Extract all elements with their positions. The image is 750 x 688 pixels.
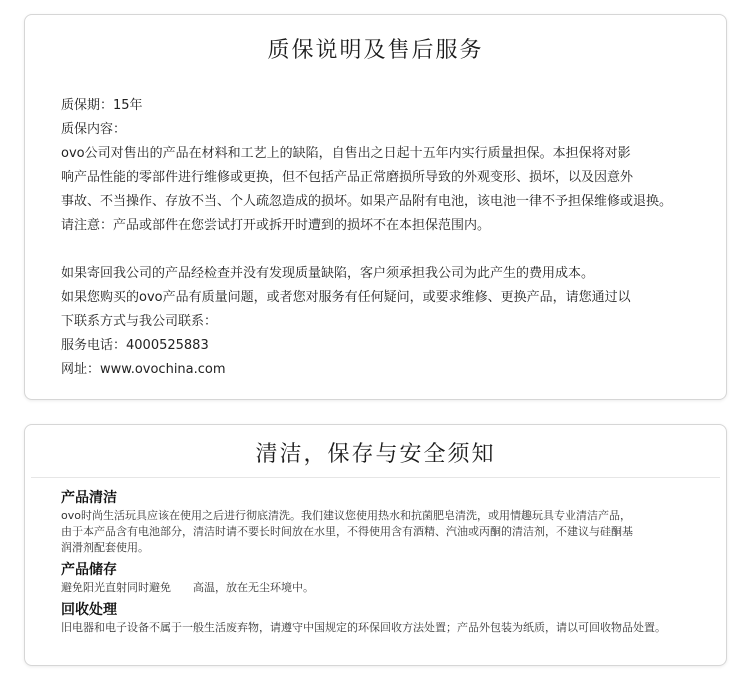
warranty-text-line: 如果您购买的ovo产品有质量问题，或者您对服务有任何疑问，或要求维修、更换产品，请您通过以 — [61, 290, 631, 305]
warranty-text-line: 如果寄回我公司的产品经检查并没有发现质量缺陷，客户须承担我公司为此产生的费用成本。 — [61, 266, 595, 281]
warranty-text-line: ovo公司对售出的产品在材料和工艺上的缺陷，自售出之日起十五年内实行质量担保。本担保将对影 — [61, 146, 631, 161]
section-heading-storage: 产品储存 — [61, 562, 117, 578]
care-panel — [24, 424, 727, 666]
service-phone: 服务电话：4000525883 — [61, 338, 209, 353]
warranty-text-line: 下联系方式与我公司联系： — [61, 314, 218, 329]
website: 网址：www.ovochina.com — [61, 362, 226, 377]
storage-text-line: 避免阳光直射同时避免 高温，放在无尘环境中。 — [61, 581, 314, 594]
recycling-text-line: 旧电器和电子设备不属于一般生活废弃物，请遵守中国规定的环保回收方法处置；产品外包装为纸质，请以可回收物品处置。 — [61, 621, 666, 634]
cleaning-text-line: 润滑剂配套使用。 — [61, 541, 149, 554]
warranty-title: 质保说明及售后服务 — [267, 38, 484, 63]
section-heading-cleaning: 产品清洁 — [61, 490, 117, 506]
warranty-period: 质保期：15年 — [61, 98, 143, 113]
divider — [31, 477, 720, 478]
warranty-content-label: 质保内容： — [61, 122, 127, 137]
spacer — [61, 238, 712, 262]
care-body — [25, 488, 726, 636]
warranty-text-line: 响产品性能的零部件进行维修或更换，但不包括产品正常磨损所导致的外观变形、损坏，以及因意外 — [61, 170, 634, 185]
cleaning-text-line: ovo时尚生活玩具应该在使用之后进行彻底清洗。我们建议您使用热水和抗菌肥皂清洗，或用情趣玩具专业清洁产品， — [61, 509, 631, 522]
warranty-notice: 请注意：产品或部件在您尝试打开或拆开时遭到的损坏不在本担保范围内。 — [61, 218, 491, 233]
care-title: 清洁，保存与安全须知 — [255, 442, 496, 467]
warranty-text-line: 事故、不当操作、存放不当、个人疏忽造成的损坏。如果产品附有电池，该电池一律不予担保维修或退换。 — [61, 194, 673, 209]
warranty-panel — [24, 14, 727, 400]
warranty-body — [25, 94, 726, 382]
section-heading-recycling: 回收处理 — [61, 602, 117, 618]
cleaning-text-line: 由于本产品含有电池部分，清洁时请不要长时间放在水里，不得使用含有酒精、汽油或丙酮的清洁剂，不建议与硅酮基 — [61, 525, 633, 538]
